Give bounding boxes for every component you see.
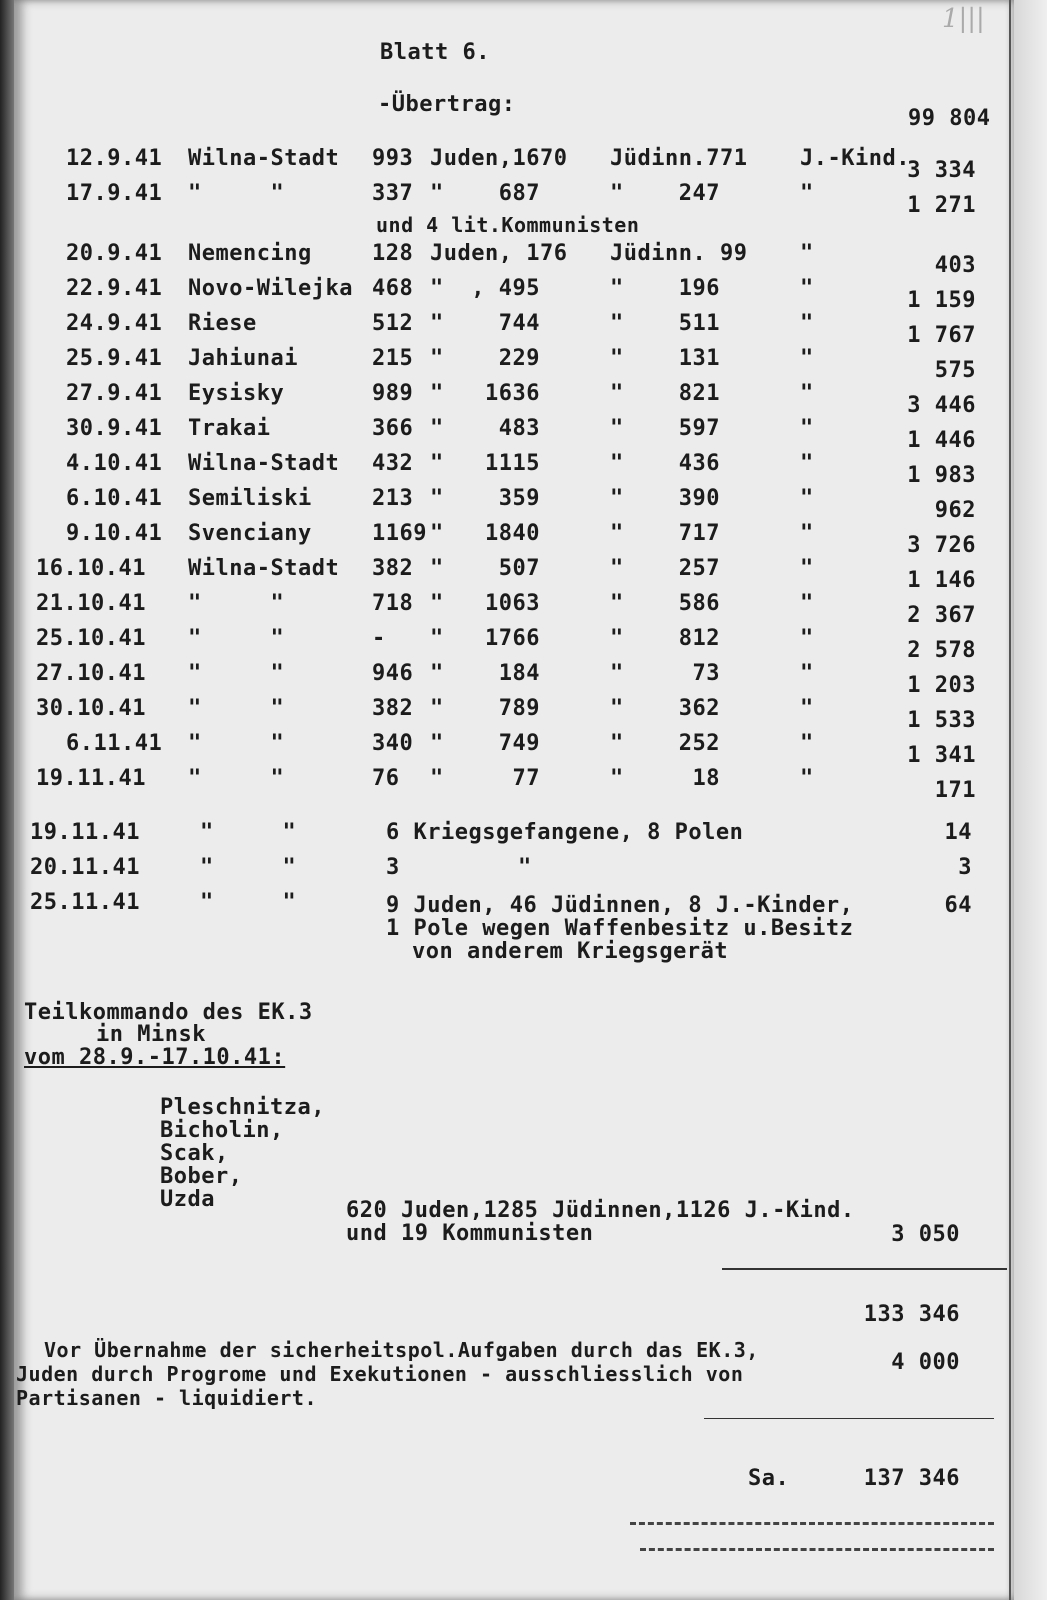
row-c3: Jüdinn. 99 bbox=[610, 241, 748, 266]
row-place: " " bbox=[188, 731, 285, 756]
total-rule bbox=[704, 1418, 994, 1419]
row-place: " " bbox=[188, 696, 285, 721]
row-date: 30.9.41 bbox=[66, 416, 163, 441]
row-date: 19.11.41 bbox=[36, 766, 146, 791]
row-c3: " 597 bbox=[610, 416, 720, 441]
row-date: 16.10.41 bbox=[36, 556, 146, 581]
minsk-title-3: vom 28.9.-17.10.41: bbox=[24, 1045, 286, 1070]
row-c4: J.-Kind. bbox=[800, 146, 910, 171]
note-line-3: Partisanen - liquidiert. bbox=[16, 1386, 317, 1410]
row-place: Wilna-Stadt bbox=[188, 451, 340, 476]
row-c3: " 196 bbox=[610, 276, 720, 301]
row-total: 171 bbox=[934, 778, 976, 803]
row-c2: Juden, 176 bbox=[430, 241, 568, 266]
row-date: 25.10.41 bbox=[36, 626, 146, 651]
row-place: " " bbox=[200, 855, 297, 880]
row-c1: 128 bbox=[372, 241, 414, 266]
row-text: 3 bbox=[386, 855, 400, 880]
page-edge-right bbox=[1014, 0, 1047, 1600]
row-c3: " 73 bbox=[610, 661, 720, 686]
row-c3: Jüdinn.771 bbox=[610, 146, 748, 171]
grand-total: 137 346 bbox=[863, 1466, 960, 1491]
row-c3: " 131 bbox=[610, 346, 720, 371]
row-text-line1: 9 Juden, 46 Jüdinnen, 8 J.-Kinder, bbox=[386, 893, 854, 918]
row-c4: " bbox=[800, 241, 814, 266]
row-17-extra: und 4 lit.Kommunisten bbox=[376, 213, 640, 237]
row-c3: " 717 bbox=[610, 521, 720, 546]
row-c4: " bbox=[800, 451, 814, 476]
row-c3: " 821 bbox=[610, 381, 720, 406]
row-place: " " bbox=[200, 820, 297, 845]
right-margin-line bbox=[1009, 0, 1011, 1600]
row-c4: " bbox=[800, 381, 814, 406]
page-number: 1||| bbox=[942, 4, 985, 34]
row-total: 64 bbox=[944, 893, 972, 918]
minsk-line-2: und 19 Kommunisten bbox=[346, 1221, 594, 1246]
ditto-mark: " bbox=[518, 855, 532, 880]
row-place: Eysisky bbox=[188, 381, 285, 406]
subtotal-value: 133 346 bbox=[863, 1302, 960, 1327]
row-c3: " 586 bbox=[610, 591, 720, 616]
sum-label: Sa. bbox=[748, 1466, 790, 1491]
row-c3: " 18 bbox=[610, 766, 720, 791]
row-place: Wilna-Stadt bbox=[188, 146, 340, 171]
row-c2: Juden,1670 bbox=[430, 146, 568, 171]
row-c2: " 359 bbox=[430, 486, 540, 511]
row-c2: " 1766 bbox=[430, 626, 540, 651]
row-c4: " bbox=[800, 591, 814, 616]
row-c3: " 252 bbox=[610, 731, 720, 756]
row-c2: " , 495 bbox=[430, 276, 540, 301]
minsk-place: Bober, bbox=[160, 1164, 243, 1189]
row-total: 3 446 bbox=[907, 393, 976, 418]
row-c4: " bbox=[800, 626, 814, 651]
row-date: 27.10.41 bbox=[36, 661, 146, 686]
row-total: 3 bbox=[958, 855, 972, 880]
row-total: 2 578 bbox=[907, 638, 976, 663]
row-c1: 432 bbox=[372, 451, 414, 476]
row-total: 1 533 bbox=[907, 708, 976, 733]
minsk-line-1: 620 Juden,1285 Jüdinnen,1126 J.-Kind. bbox=[346, 1198, 855, 1223]
note-line-2: Juden durch Progrome und Exekutionen - ausschliesslich von bbox=[16, 1362, 744, 1386]
row-c1: 718 bbox=[372, 591, 414, 616]
row-date: 6.10.41 bbox=[66, 486, 163, 511]
row-c2: " 483 bbox=[430, 416, 540, 441]
row-place: Wilna-Stadt bbox=[188, 556, 340, 581]
row-c4: " bbox=[800, 181, 814, 206]
row-date: 20.9.41 bbox=[66, 241, 163, 266]
minsk-title-2: in Minsk bbox=[96, 1022, 206, 1047]
row-c1: 337 bbox=[372, 181, 414, 206]
row-total: 575 bbox=[934, 358, 976, 383]
row-c3: " 362 bbox=[610, 696, 720, 721]
minsk-place: Scak, bbox=[160, 1141, 229, 1166]
row-place: Trakai bbox=[188, 416, 271, 441]
row-c3: " 390 bbox=[610, 486, 720, 511]
row-text-line3: von anderem Kriegsgerät bbox=[412, 939, 729, 964]
row-c1: 382 bbox=[372, 556, 414, 581]
row-c2: " 507 bbox=[430, 556, 540, 581]
row-c3: " 257 bbox=[610, 556, 720, 581]
row-date: 20.11.41 bbox=[30, 855, 140, 880]
row-c4: " bbox=[800, 486, 814, 511]
row-date: 22.9.41 bbox=[66, 276, 163, 301]
row-c3: " 436 bbox=[610, 451, 720, 476]
row-c2: " 744 bbox=[430, 311, 540, 336]
row-date: 9.10.41 bbox=[66, 521, 163, 546]
row-total: 1 446 bbox=[907, 428, 976, 453]
row-c2: " 1840 bbox=[430, 521, 540, 546]
row-total: 3 726 bbox=[907, 533, 976, 558]
row-c3: " 511 bbox=[610, 311, 720, 336]
row-total: 403 bbox=[934, 253, 976, 278]
row-total: 1 146 bbox=[907, 568, 976, 593]
row-date: 4.10.41 bbox=[66, 451, 163, 476]
row-date: 30.10.41 bbox=[36, 696, 146, 721]
row-c4: " bbox=[800, 276, 814, 301]
row-c2: " 184 bbox=[430, 661, 540, 686]
row-c1: 213 bbox=[372, 486, 414, 511]
row-total: 14 bbox=[944, 820, 972, 845]
row-c4: " bbox=[800, 661, 814, 686]
row-date: 27.9.41 bbox=[66, 381, 163, 406]
row-total: 1 271 bbox=[907, 193, 976, 218]
note-value: 4 000 bbox=[891, 1350, 960, 1375]
row-place: " " bbox=[188, 766, 285, 791]
row-c2: " 77 bbox=[430, 766, 540, 791]
row-c2: " 789 bbox=[430, 696, 540, 721]
note-line-1: Vor Übernahme der sicherheitspol.Aufgaben durch das EK.3, bbox=[44, 1338, 759, 1362]
row-total: 3 334 bbox=[907, 158, 976, 183]
row-total: 1 767 bbox=[907, 323, 976, 348]
row-place: " " bbox=[188, 661, 285, 686]
row-c1: 215 bbox=[372, 346, 414, 371]
row-total: 1 159 bbox=[907, 288, 976, 313]
row-c1: 512 bbox=[372, 311, 414, 336]
row-total: 1 983 bbox=[907, 463, 976, 488]
minsk-place: Uzda bbox=[160, 1187, 215, 1212]
row-c4: " bbox=[800, 416, 814, 441]
row-date: 24.9.41 bbox=[66, 311, 163, 336]
row-c2: " 1063 bbox=[430, 591, 540, 616]
double-rule-bottom bbox=[640, 1548, 994, 1554]
row-c1: 340 bbox=[372, 731, 414, 756]
row-place: Riese bbox=[188, 311, 257, 336]
row-place: " " bbox=[188, 591, 285, 616]
row-date: 25.11.41 bbox=[30, 890, 140, 915]
row-date: 19.11.41 bbox=[30, 820, 140, 845]
row-c1: 989 bbox=[372, 381, 414, 406]
row-c1: 946 bbox=[372, 661, 414, 686]
row-c2: " 1636 bbox=[430, 381, 540, 406]
row-c4: " bbox=[800, 556, 814, 581]
sheet-title: Blatt 6. bbox=[380, 40, 490, 65]
row-c1: 993 bbox=[372, 146, 414, 171]
row-total: 962 bbox=[934, 498, 976, 523]
row-place: Nemencing bbox=[188, 241, 312, 266]
row-date: 6.11.41 bbox=[66, 731, 163, 756]
row-c2: " 749 bbox=[430, 731, 540, 756]
row-place: Svenciany bbox=[188, 521, 312, 546]
row-place: " " bbox=[188, 626, 285, 651]
row-date: 21.10.41 bbox=[36, 591, 146, 616]
row-place: " " bbox=[188, 181, 285, 206]
row-c1: 468 bbox=[372, 276, 414, 301]
page-edge-left bbox=[0, 0, 14, 1600]
row-place: Novo-Wilejka bbox=[188, 276, 353, 301]
row-c4: " bbox=[800, 346, 814, 371]
minsk-place: Bicholin, bbox=[160, 1118, 284, 1143]
row-c2: " 229 bbox=[430, 346, 540, 371]
minsk-total: 3 050 bbox=[891, 1222, 960, 1247]
row-c4: " bbox=[800, 521, 814, 546]
double-rule-top bbox=[630, 1522, 994, 1528]
minsk-place: Pleschnitza, bbox=[160, 1095, 325, 1120]
subtotal-rule bbox=[722, 1268, 1007, 1270]
row-place: Jahiunai bbox=[188, 346, 298, 371]
row-c1: 366 bbox=[372, 416, 414, 441]
row-date: 25.9.41 bbox=[66, 346, 163, 371]
row-c1: 382 bbox=[372, 696, 414, 721]
row-text-line2: 1 Pole wegen Waffenbesitz u.Besitz bbox=[386, 916, 854, 941]
row-c3: " 247 bbox=[610, 181, 720, 206]
row-c3: " 812 bbox=[610, 626, 720, 651]
row-total: 1 203 bbox=[907, 673, 976, 698]
row-c4: " bbox=[800, 766, 814, 791]
carry-value: 99 804 bbox=[908, 106, 991, 131]
row-c4: " bbox=[800, 311, 814, 336]
row-place: " " bbox=[200, 890, 297, 915]
row-c1: 1169 bbox=[372, 521, 427, 546]
row-date: 12.9.41 bbox=[66, 146, 163, 171]
row-text: 6 Kriegsgefangene, 8 Polen bbox=[386, 820, 744, 845]
row-total: 1 341 bbox=[907, 743, 976, 768]
row-total: 2 367 bbox=[907, 603, 976, 628]
row-date: 17.9.41 bbox=[66, 181, 163, 206]
row-c2: " 687 bbox=[430, 181, 540, 206]
carry-label: -Übertrag: bbox=[378, 92, 516, 117]
row-c1: 76 bbox=[372, 766, 400, 791]
row-c4: " bbox=[800, 731, 814, 756]
row-c4: " bbox=[800, 696, 814, 721]
row-c2: " 1115 bbox=[430, 451, 540, 476]
row-c1: - bbox=[372, 626, 386, 651]
minsk-title-1: Teilkommando des EK.3 bbox=[24, 1000, 313, 1025]
row-place: Semiliski bbox=[188, 486, 312, 511]
